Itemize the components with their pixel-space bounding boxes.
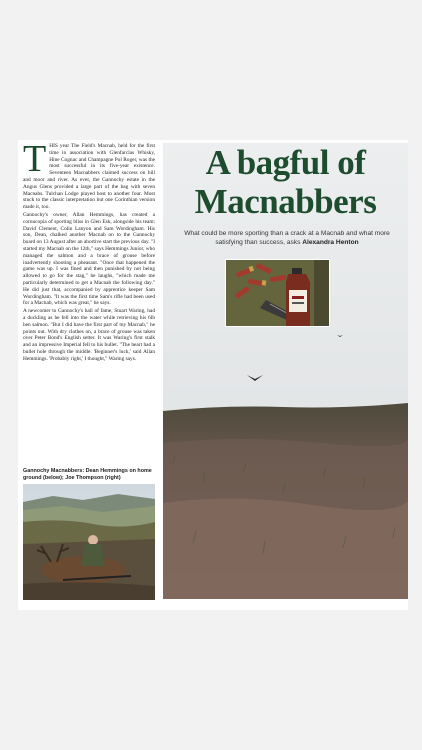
headline-line-2: Macnabbers (194, 182, 377, 221)
standfirst (171, 229, 403, 247)
article-paragraph-1: HIS year The Field's Macnab, held for the first time in association with Glenfarclas Whisky, Hine Cognac and Champagne Pol Roger, was the most successful in its five-year existence. Seventeen Macnabbers claimed success on hill and moor and river. As ever, the Gannochy estate in the Angus Glens provided a large part of the bag with seven Macnabs. Tulchan Lodge played host to another four. Most stuck to the classic interpretation but one Corinthian version made it, too. (23, 143, 155, 211)
standfirst-text: What could be more sporting than a crack at a Macnab and what more satisfying than success, asks (184, 230, 390, 246)
magazine-page (18, 140, 408, 610)
hero-image (163, 143, 408, 599)
author-name: Alexandra Henton (302, 239, 359, 246)
whisky-cartridges-photo (225, 259, 330, 327)
hunter-with-stag-photo (23, 484, 155, 600)
article-headline (163, 143, 408, 221)
photo-caption: Gannochy Macnabbers: Dean Hemmings on home ground (below); Joe Thompson (right) (23, 468, 152, 481)
article-paragraph-3: A newcomer to Gannochy's hall of fame, Stuart Waring, had a duckling as he fell into the water while retrieving his 6lb hen salmon. "But I did have the first part of my Macnab," he points out. With dry clothes on, a brace of grouse was taken over Peter Bond's English setter. It was Waring's first stalk and an impressive Imperial fell to his bullet. "The heart had a bullet hole through the middle. 'Beginner's luck,' said Allan Hemmings. 'Probably right,' I thought," Waring says. (23, 308, 155, 362)
article-body (23, 143, 155, 473)
drop-cap: T (23, 143, 47, 180)
article-paragraph-2: Gannochy's owner, Allan Hemmings, has created a cornucopia of sporting bliss in Glen Esk, alongside his team: David Clement, Colin Lanyon and Sam Wordingham. His son, Dean, chalked another Macnab on to the Gannochy board on 13 August after an abortive start the previous day. "I started my Macnab on the 12th," says Hemmings Junior, who managed the salmon and a brace of grouse before inadvertently shooting a pheasant. "Once that happened the game was up. I was fined and then punished by not being allowed to go for the stag," he laughs, "which made me particularly determined to get a Macnab the following day." He did just that, accompanied by apprentice keeper Sam Wordingham. "It was the first time Sam's rifle had been used for a Macnab, which was great," he says. (23, 211, 155, 307)
headline-line-1: A bagful of (205, 143, 366, 182)
